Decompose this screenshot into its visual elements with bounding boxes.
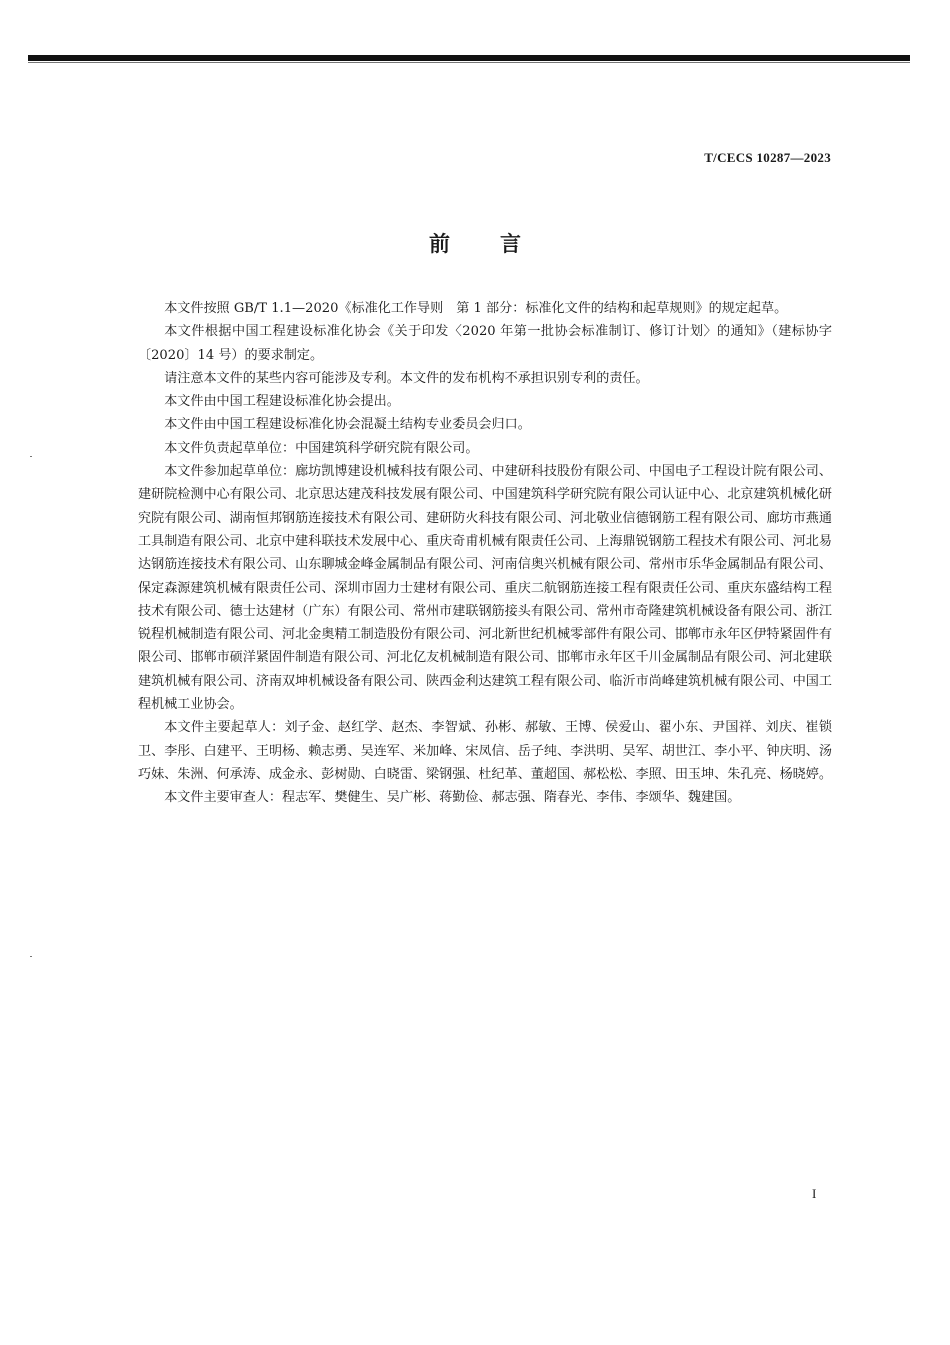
- paragraph-drafting-rules: 本文件按照 GB/T 1.1—2020《标准化工作导则 第 1 部分：标准化文件的结构和起草规则》的规定起草。: [164, 301, 788, 316]
- header-rule: [28, 55, 910, 61]
- paragraph-participating-units: 本文件参加起草单位：廊坊凯博建设机械科技有限公司、中建研科技股份有限公司、中国电子工程设计院有限公司、建研院检测中心有限公司、北京思达建茂科技发展有限公司、中国建筑科学研究院有限公司认证中心、北京建筑机械化研究院有限公司、湖南恒邦钢筋连接技术有限公司、建研防火科技有限公司、河北敬业信德钢筋工程有限公司、廊坊市燕通工具制造有限公司、北京中建科联技术发展中心、重庆奇甫机械有限责任公司、上海鼎锐钢筋工程技术有限公司、河北易达钢筋连接技术有限公司、山东聊城金峰金属制品有限公司、河南信奥兴机械有限公司、常州市乐华金属制品有限公司、保定森源建筑机械有限责任公司、深圳市固力士建材有限公司、重庆二航钢筋连接工程有限责任公司、重庆东盛结构工程技术有限公司、德士达建材（广东）有限公司、常州市建联钢筋接头有限公司、常州市奇隆建筑机械设备有限公司、浙江锐程机械制造有限公司、河北金奥精工制造股份有限公司、河北新世纪机械零部件有限公司、邯郸市永年区伊特紧固件有限公司、邯郸市硕洋紧固件制造有限公司、河北亿友机械制造有限公司、邯郸市永年区千川金属制品有限公司、河北建联建筑机械有限公司、济南双坤机械设备有限公司、陕西金利达建筑工程有限公司、临沂市尚峰建筑机械有限公司、中国工程机械工业协会。: [138, 464, 832, 713]
- paragraph-main-drafters: 本文件主要起草人：刘子金、赵红学、赵杰、李智斌、孙彬、郝敏、王博、侯爱山、翟小东、尹国祥、刘庆、崔锁卫、李彤、白建平、王明杨、赖志勇、吴连军、米加峰、宋凤信、岳子纯、李洪明、吴军、胡世江、李小平、钟庆明、汤巧妹、朱洲、何承涛、成金永、彭树勋、白晓雷、梁钢强、杜纪革、董超国、郝松松、李照、田玉坤、朱孔亮、杨晓婷。: [138, 720, 832, 782]
- foreword-body: [138, 297, 832, 810]
- scan-speck: [30, 456, 32, 457]
- paragraph-proposer: 本文件由中国工程建设标准化协会提出。: [164, 394, 400, 410]
- paragraph-patent-notice: 请注意本文件的某些内容可能涉及专利。本文件的发布机构不承担识别专利的责任。: [164, 370, 649, 386]
- header-rule-thin: [28, 62, 910, 63]
- paragraph-administrator: 本文件由中国工程建设标准化协会混凝土结构专业委员会归口。: [164, 417, 531, 433]
- paragraph-main-reviewers: 本文件主要审查人：程志军、樊健生、吴广彬、蒋勤俭、郝志强、隋春光、李伟、李颂华、魏建国。: [164, 790, 741, 806]
- scan-speck: [30, 956, 32, 957]
- page-number: I: [812, 1186, 817, 1201]
- document-code: T/CECS 10287—2023: [704, 150, 831, 165]
- page-title: 前言: [429, 231, 571, 256]
- paragraph-lead-drafter: 本文件负责起草单位：中国建筑科学研究院有限公司。: [164, 440, 479, 456]
- paragraph-basis: 本文件根据中国工程建设标准化协会《关于印发〈2020 年第一批协会标准制订、修订计划〉的通知》（建标协字〔2020〕14 号）的要求制定。: [138, 324, 832, 363]
